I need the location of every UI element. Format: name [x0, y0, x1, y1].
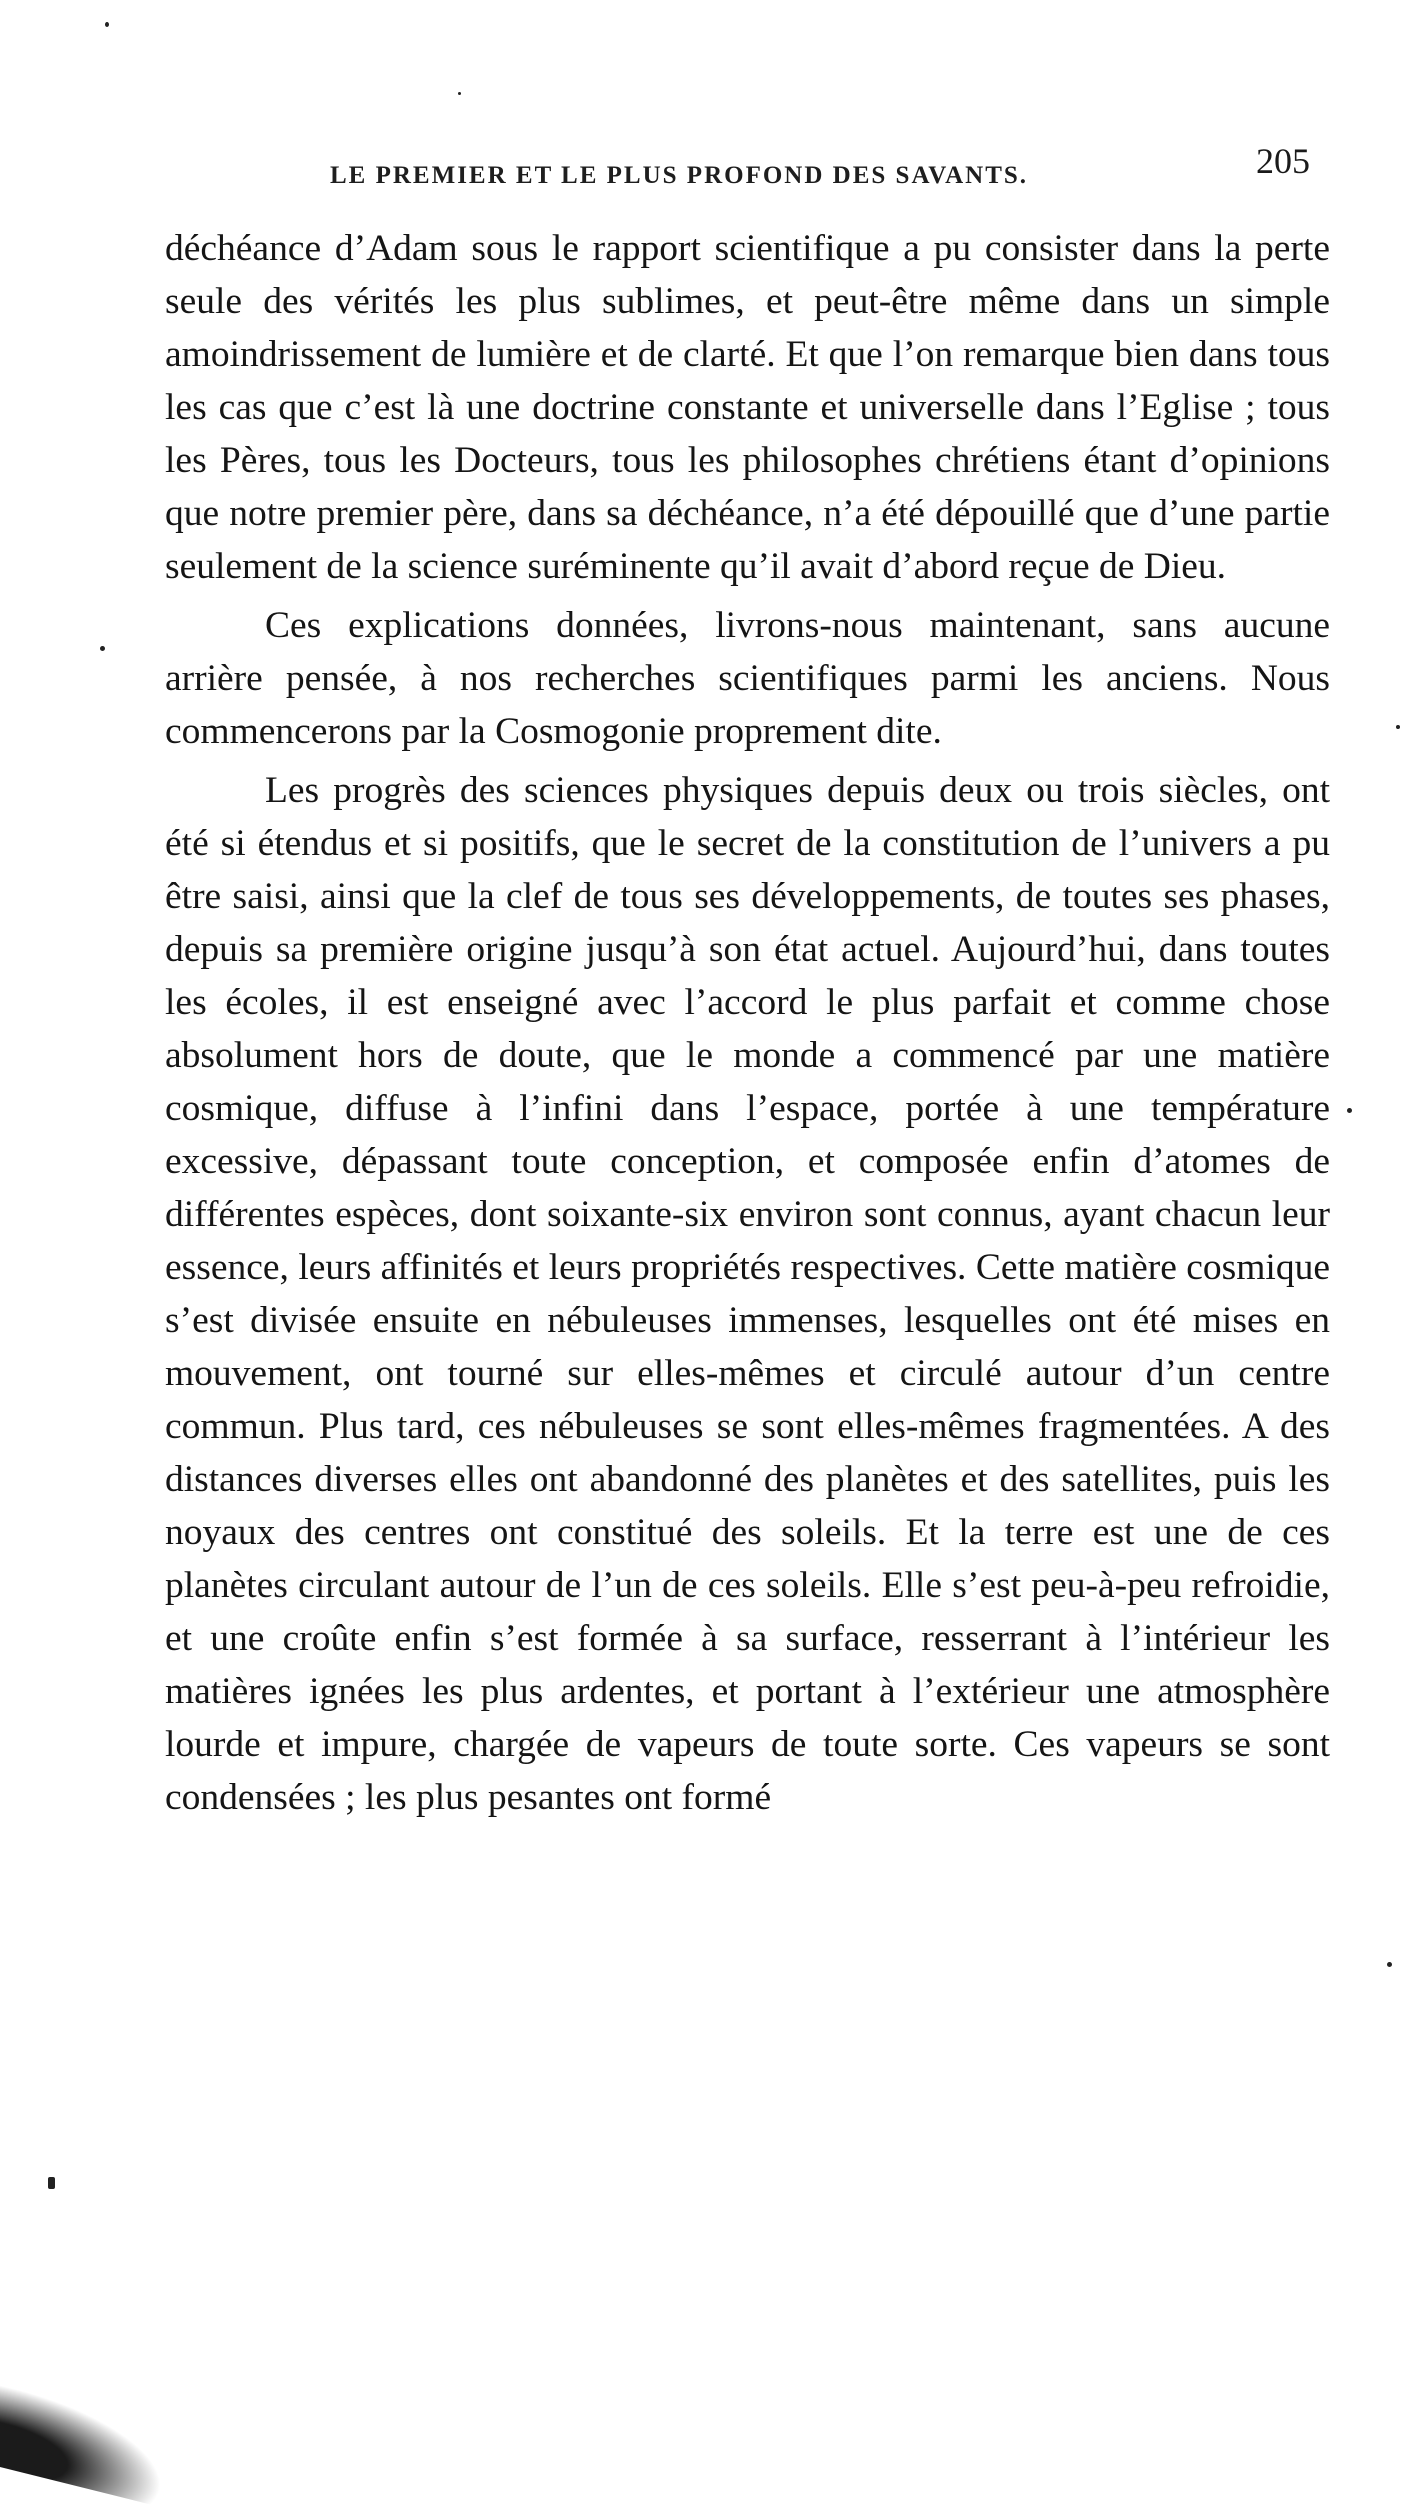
running-header — [330, 140, 1330, 200]
scan-speck — [105, 22, 109, 27]
scan-speck — [458, 92, 461, 95]
paragraph-continuation: déchéance d’Adam sous le rapport scientifique a pu consister dans la perte seule des vérités les plus sublimes, et peut-être même dans un simple amoindrissement de lumière et de clarté. Et que l’on remarque bien dans tous les cas que c’est là une doctrine constante et universelle dans l’Eglise ; tous les Pères, tous les Docteurs, tous les philosophes chrétiens étant d’opinions que notre premier père, dans sa déchéance, n’a été dépouillé que d’une partie seulement de la science suréminente qu’il avait d’abord reçue de Dieu. — [165, 228, 1330, 587]
page-number: 205 — [1256, 141, 1310, 181]
page-edge-shadow — [0, 2378, 177, 2506]
scan-speck — [48, 2177, 55, 2189]
running-title: LE PREMIER ET LE PLUS PROFOND DES SAVANTS. — [330, 162, 1029, 189]
paragraph: Ces explications données, livrons-nous maintenant, sans aucune arrière pensée, à nos recherches scientifiques parmi les anciens. Nous commencerons par la Cosmogonie proprement dite. — [165, 605, 1330, 752]
body-text — [165, 222, 1330, 1824]
scan-speck — [1387, 1962, 1392, 1967]
paragraph: Les progrès des sciences physiques depuis deux ou trois siècles, ont été si étendus et si positifs, que le secret de la constitution de l’univers a pu être saisi, ainsi que la clef de tous ses développements, de toutes ses phases, depuis sa première origine jusqu’à son état actuel. Aujourd’hui, dans toutes les écoles, il est enseigné avec l’accord le plus parfait et comme chose absolument hors de doute, que le monde a commencé par une matière cosmique, diffuse à l’infini dans l’espace, portée à une température excessive, dépassant toute conception, et composée enfin d’atomes de différentes espèces, dont soixante-six environ sont connus, ayant chacun leur essence, leurs affinités et leurs propriétés respectives. Cette matière cosmique s’est divisée ensuite en nébuleuses immenses, lesquelles ont été mises en mouvement, ont tourné sur elles-mêmes et circulé autour d’un centre commun. Plus tard, ces nébuleuses se sont elles-mêmes fragmentées. A des distances diverses elles ont abandonné des planètes et des satellites, puis les noyaux des centres ont constitué des soleils. Et la terre est une de ces planètes circulant autour de l’un de ces soleils. Elle s’est peu-à-peu refroidie, et une croûte enfin s’est formée à sa surface, resserrant à l’intérieur les matières ignées les plus ardentes, et portant à l’extérieur une atmosphère lourde et impure, chargée de vapeurs de toute sorte. Ces vapeurs se sont condensées ; les plus pesantes ont formé — [165, 770, 1330, 1818]
scan-speck — [1347, 1108, 1352, 1113]
scan-speck — [100, 646, 105, 651]
scan-speck — [1396, 725, 1400, 729]
